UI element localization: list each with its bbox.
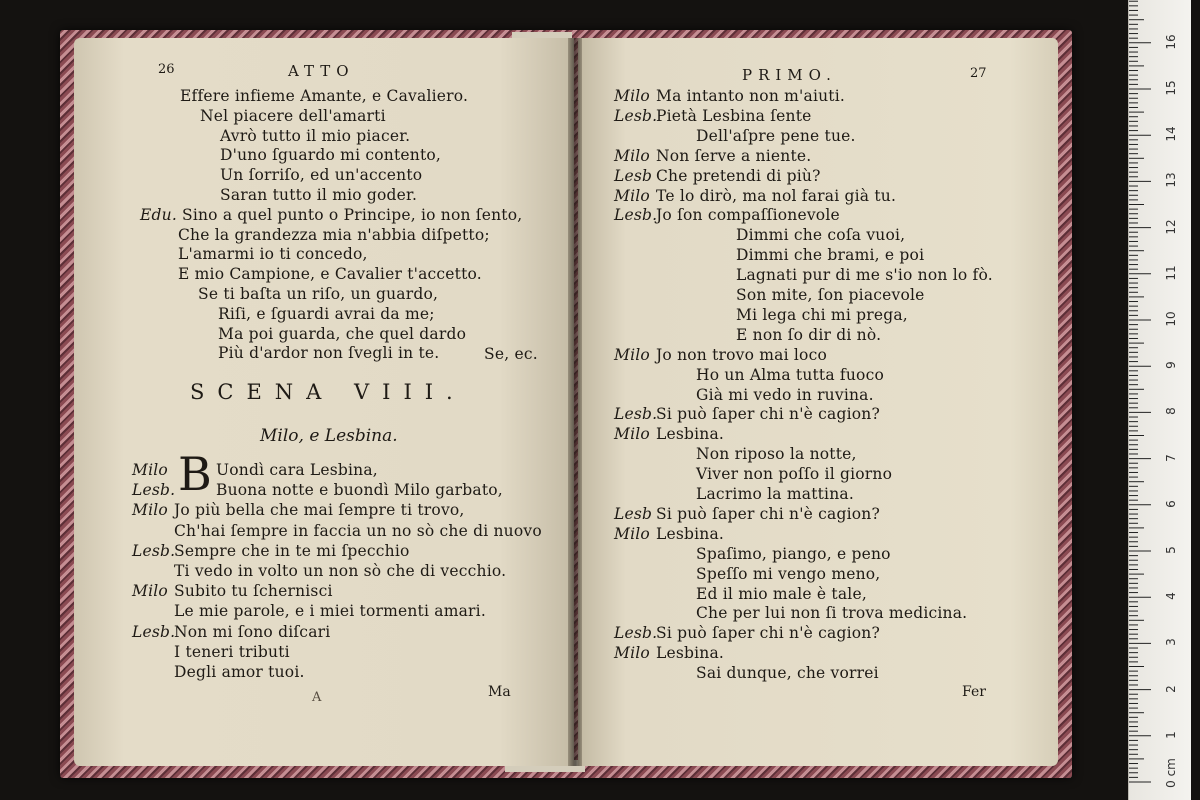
- text-line: Ch'hai ſempre in faccia un no sò che di nuovo: [174, 521, 542, 540]
- text-line: Riſi, e ſguardi avrai da me;: [218, 304, 435, 323]
- text-line: D'uno ſguardo mi contento,: [220, 146, 442, 165]
- text-line: Sempre che in te mi ſpecchio: [174, 541, 410, 560]
- ruler-number: 9: [1164, 361, 1178, 370]
- speaker-label: Milo: [132, 461, 168, 479]
- speaker-label: Milo: [614, 345, 650, 364]
- text-line: Che per lui non ſi trova medicina.: [696, 604, 968, 623]
- text-line: Sino a quel punto o Principe, io non ſento,: [182, 205, 523, 224]
- text-line: Jo più bella che mai ſempre ti trovo,: [174, 501, 465, 520]
- text-line: Ho un Alma tutta fuoco: [696, 365, 884, 384]
- text-line: Già mi vedo in ruvina.: [696, 385, 874, 404]
- text-line: Son mite, ſon piacevole: [736, 286, 925, 304]
- text-line: E non ſo dir di nò.: [736, 325, 882, 344]
- se-ec-mark: Se, ec.: [484, 345, 538, 363]
- measuring-ruler: [1128, 0, 1191, 800]
- text-line: L'amarmi io ti concedo,: [178, 245, 368, 264]
- text-line: Mi lega chi mi prega,: [736, 305, 908, 324]
- text-line: Effere infieme Amante, e Cavaliero.: [180, 87, 469, 105]
- text-line: Jo ſon compaſſionevole: [656, 206, 840, 225]
- speaker-label: Lesb: [614, 166, 653, 185]
- right-page: [578, 38, 1058, 766]
- speaker-label: Lesb.: [614, 206, 658, 225]
- text-line: Si può ſaper chi n'è cagion?: [656, 624, 880, 643]
- text-line: Si può ſaper chi n'è cagion?: [656, 405, 880, 424]
- text-line: Nel piacere dell'amarti: [200, 106, 386, 125]
- ruler-number: 16: [1164, 34, 1178, 50]
- text-line: Più d'ardor non ſvegli in te.: [218, 344, 440, 363]
- ruler-number: 5: [1164, 546, 1178, 554]
- ruler-number: 10: [1164, 311, 1178, 327]
- ruler-number: 15: [1164, 80, 1178, 96]
- catchword: Ma: [488, 684, 511, 700]
- speaker-label: Lesb.: [614, 106, 658, 125]
- text-line: Non mi ſono diſcari: [174, 622, 331, 641]
- page-number: 27: [970, 66, 987, 81]
- text-line: Subito tu ſchernisci: [174, 582, 333, 601]
- text-line: Lesbina.: [656, 644, 725, 663]
- ruler-number: 6: [1164, 499, 1178, 508]
- drop-cap: B: [178, 447, 212, 501]
- speaker-label: Milo: [614, 186, 650, 205]
- left-page: [74, 38, 574, 766]
- text-line: Ma intanto non m'aiuti.: [656, 87, 845, 105]
- text-line: Saran tutto il mio goder.: [220, 186, 418, 204]
- text-line: Ti vedo in volto un non sò che di vecchio.: [174, 562, 507, 580]
- text-line: Se ti baſta un riſo, un guardo,: [198, 285, 439, 303]
- speaker-label: Milo: [132, 501, 168, 520]
- scene-characters: Milo, e Lesbina.: [260, 426, 398, 446]
- ruler-number: 7: [1164, 453, 1178, 462]
- text-line: Lacrimo la mattina.: [696, 485, 854, 503]
- text-line: Dimmi che brami, e poi: [736, 246, 925, 265]
- speaker-label: Lesb.: [614, 624, 658, 643]
- text-line: Lesbina.: [656, 524, 725, 543]
- text-line: Sai dunque, che vorrei: [696, 664, 879, 683]
- speaker-label: Lesb.: [132, 622, 176, 641]
- ruler-number: 14: [1164, 126, 1178, 142]
- ruler-ticks: [1129, 0, 1191, 800]
- speaker-label: Milo: [614, 146, 650, 165]
- speaker-label: Lesb.: [132, 541, 176, 560]
- text-line: Viver non poſſo il giorno: [696, 465, 893, 484]
- text-line: I teneri tributi: [174, 642, 290, 661]
- text-line: Dell'aſpre pene tue.: [696, 126, 856, 145]
- text-line: Pietà Lesbina ſente: [656, 106, 812, 125]
- page-number: 26: [158, 62, 175, 77]
- text-line: Te lo dirò, ma nol farai già tu.: [656, 186, 897, 205]
- text-line: Un ſorriſo, ed un'accento: [220, 166, 423, 185]
- book-gutter: [568, 38, 582, 766]
- speaker-label: Milo: [614, 524, 650, 543]
- speaker-label: Milo: [614, 87, 650, 105]
- speaker-label: Milo: [614, 644, 650, 663]
- ruler-number: 8: [1164, 407, 1178, 416]
- text-line: Che la grandezza mia n'abbia diſpetto;: [178, 225, 490, 244]
- text-line: Dimmi che coſa vuoi,: [736, 226, 906, 245]
- signature-mark: A: [312, 690, 322, 705]
- speaker-label: Lesb: [614, 504, 653, 523]
- text-line: Degli amor tuoi.: [174, 663, 305, 681]
- speaker-label: Lesb.: [132, 481, 176, 500]
- speaker-label: Milo: [132, 582, 168, 601]
- text-line: Avrò tutto il mio piacer.: [220, 126, 411, 145]
- text-line: Ed il mio male è tale,: [696, 584, 867, 603]
- speaker-label: Milo: [614, 425, 650, 444]
- ruler-number: 1: [1164, 730, 1178, 739]
- text-line: Speſſo mi vengo meno,: [696, 564, 881, 583]
- scene-title: SCENA VIII.: [190, 380, 466, 404]
- ruler-number: 3: [1164, 638, 1178, 647]
- running-head: ATTO: [288, 62, 355, 80]
- ruler-number: 0 cm: [1164, 758, 1178, 788]
- speaker-label: Edu.: [140, 205, 177, 224]
- text-line: Ma poi guarda, che quel dardo: [218, 324, 467, 343]
- ruler-number: 4: [1164, 592, 1178, 601]
- ruler-number: 11: [1164, 265, 1178, 281]
- speaker-label: Lesb.: [614, 405, 658, 424]
- text-line: Uondì cara Lesbina,: [216, 461, 378, 479]
- text-line: Che pretendi di più?: [656, 166, 821, 185]
- ruler-number: 12: [1164, 218, 1178, 235]
- catchword: Fer: [962, 684, 986, 700]
- text-line: Spaſimo, piango, e peno: [696, 544, 891, 563]
- text-line: Jo non trovo mai loco: [656, 345, 828, 364]
- text-line: Lagnati pur di me s'io non lo fò.: [736, 266, 993, 285]
- text-line: E mio Campione, e Cavalier t'accetto.: [178, 265, 482, 284]
- text-line: Si può ſaper chi n'è cagion?: [656, 504, 880, 523]
- text-line: Non riposo la notte,: [696, 445, 857, 464]
- running-head: PRIMO.: [742, 66, 837, 84]
- ruler-number: 2: [1164, 684, 1178, 693]
- ruler-number: 13: [1164, 172, 1178, 189]
- text-line: Non ſerve a niente.: [656, 146, 812, 165]
- text-line: Buona notte e buondì Milo garbato,: [216, 481, 503, 500]
- text-line: Le mie parole, e i miei tormenti amari.: [174, 602, 486, 621]
- text-line: Lesbina.: [656, 425, 725, 444]
